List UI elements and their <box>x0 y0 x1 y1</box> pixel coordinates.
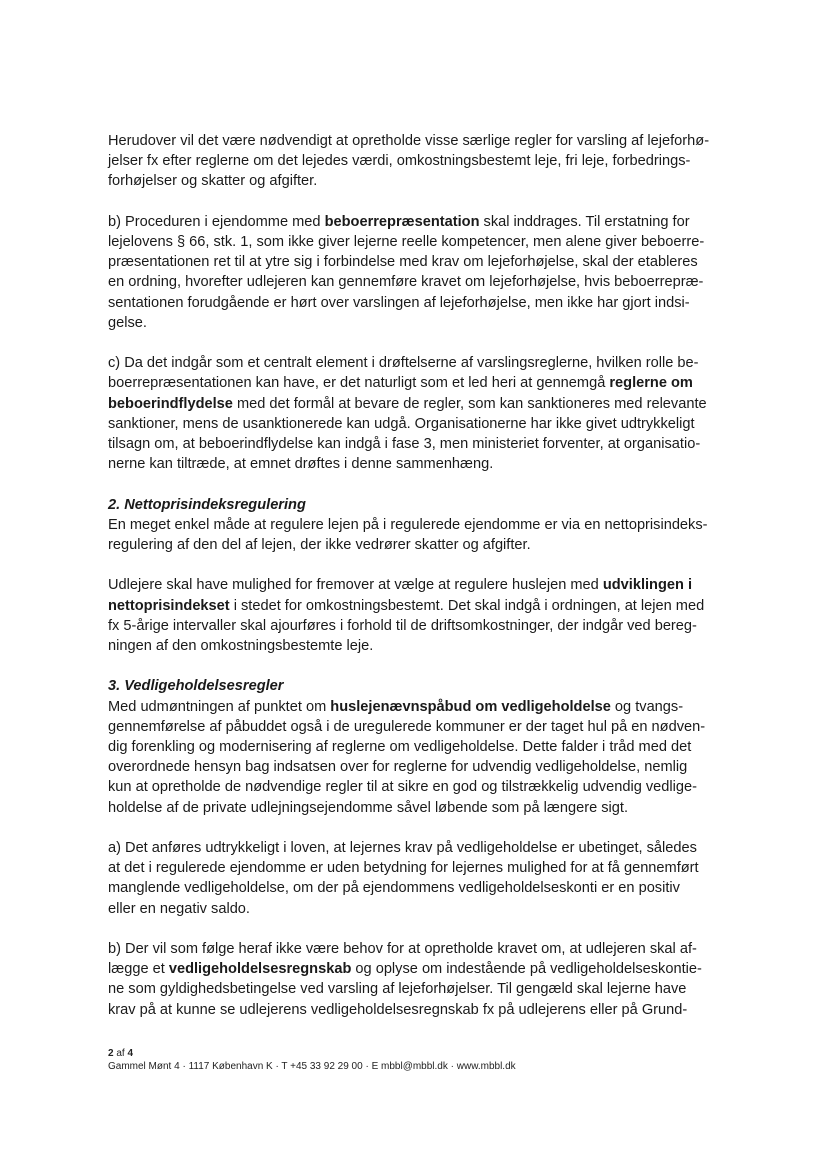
paragraph-a-krav <box>108 838 720 919</box>
text-line: manglende vedligeholdelse, om der på ejendommens vedligeholdelseskonti er en positiv <box>108 880 680 897</box>
bold-term: udviklingen i <box>602 577 693 594</box>
text-line: beboerindflydelse med det formål at bevare de regler, som kan sanktioneres med relevante <box>108 395 707 412</box>
text-line: sanktioner, mens de usanktionerede kan udgå. Organisationerne har ikke givet udtrykkeligt <box>108 415 695 432</box>
document-body <box>108 131 720 1020</box>
paragraph-udlejere <box>108 575 720 656</box>
paragraph-vedligeholdelse <box>108 697 720 818</box>
paragraph-nettoprisindeks <box>108 515 720 555</box>
paragraph-b-beboerrepraesentation <box>108 212 720 333</box>
text-line: regulering af den del af lejen, der ikke vedrører skatter og afgifter. <box>108 537 531 554</box>
footer-address: Gammel Mønt 4 · 1117 København K · T +45 33 92 29 00 · E mbbl@mbbl.dk · www.mbbl.dk <box>108 1061 516 1072</box>
text-line: kun at opretholde de nødvendige regler til at sikre en god og tilstrækkelig udvendig vedlige- <box>108 779 697 796</box>
text-line: gennemførelse af påbuddet også i de uregulerede kommuner er der taget hul på en nødven- <box>108 718 706 735</box>
bold-term: beboerindflydelse <box>108 395 233 412</box>
bold-term: beboerrepræsentation <box>324 213 480 230</box>
text-line: lejelovens § 66, stk. 1, som ikke giver lejerne reelle kompetencer, men alene giver beboerre- <box>108 234 705 250</box>
paragraph-c-beboerindflydelse <box>108 353 720 474</box>
text-line: a) Det anføres udtrykkeligt i loven, at lejernes krav på vedligeholdelse er ubetinget, således <box>108 840 697 857</box>
text-line: Udlejere skal have mulighed for fremover at vælge at regulere huslejen med udviklingen i <box>108 577 693 594</box>
text-line: b) Proceduren i ejendomme med beboerrepræsentation skal inddrages. Til erstatning for <box>108 213 690 230</box>
text-line: eller en negativ saldo. <box>108 900 250 917</box>
section-heading-vedligeholdelse: 3. Vedligeholdelsesregler <box>108 678 284 695</box>
bold-term: reglerne om <box>609 375 693 392</box>
text-line: ningen af den omkostningsbestemte leje. <box>108 638 374 655</box>
page-footer <box>108 1047 516 1073</box>
section-heading-nettoprisindeks: 2. Nettoprisindeksregulering <box>108 496 306 513</box>
text-line: c) Da det indgår som et centralt element i drøftelserne af varslingsreglerne, hvilken rolle be- <box>108 355 699 372</box>
bold-term: huslejenævnspåbud om vedligeholdelse <box>330 698 611 715</box>
text-line: lægge et vedligeholdelsesregnskab og oplyse om indestående på vedligeholdelseskontie- <box>108 961 702 978</box>
text-line: præsentationen ret til at ytre sig i forbindelse med krav om lejeforhøjelse, skal der etableres <box>108 254 698 271</box>
bold-term: nettoprisindekset <box>108 597 230 614</box>
text-line: jelser fx efter reglerne om det lejedes værdi, omkostningsbestemt leje, fri leje, forbedrings- <box>108 153 691 170</box>
text-line: b) Der vil som følge heraf ikke være behov for at opretholde kravet om, at udlejeren skal af- <box>108 941 697 958</box>
paragraph-intro <box>108 131 720 192</box>
text-line: tilsagn om, at beboerindflydelse kan indgå i fase 3, men ministeriet forventer, at organisatio- <box>108 436 701 453</box>
text-line: gelse. <box>108 314 147 331</box>
text-line: overordnede hensyn bag indsatsen over for reglerne for udvendig vedligeholdelse, nemlig <box>108 759 688 776</box>
text-line: En meget enkel måde at regulere lejen på i regulerede ejendomme er via en nettoprisindeks- <box>108 516 708 533</box>
text-line: Med udmøntningen af punktet om huslejenævnspåbud om vedligeholdelse og tvangs- <box>108 698 684 715</box>
text-line: dig forenkling og modernisering af reglerne om vedligeholdelse. Dette falder i tråd med det <box>108 739 692 756</box>
text-line: ne som gyldighedsbetingelse ved varsling af lejeforhøjelser. Til gengæld skal lejerne have <box>108 981 687 998</box>
text-line: nettoprisindekset i stedet for omkostningsbestemt. Det skal indgå i ordningen, at lejen med <box>108 597 705 614</box>
text-line: Herudover vil det være nødvendigt at opretholde visse særlige regler for varsling af lejeforhø- <box>108 133 710 149</box>
text-line: sentationen forudgående er hørt over varslingen af lejeforhøjelse, men ikke har gjort indsi- <box>108 294 690 311</box>
bold-term: vedligeholdelsesregnskab <box>168 961 352 978</box>
page-number: 2 af 4 <box>108 1048 134 1059</box>
text-line: at det i regulerede ejendomme er uden betydning for lejernes mulighed for at få gennemført <box>108 860 699 877</box>
text-line: forhøjelser og skatter og afgifter. <box>108 173 318 190</box>
text-line: holdelse af de private udlejningsejendomme såvel løbende som på længere sigt. <box>108 799 629 816</box>
text-line: nerne kan tiltræde, at emnet drøftes i denne sammenhæng. <box>108 456 494 473</box>
text-line: fx 5-årige intervaller skal ajourføres i forhold til de driftsomkostninger, der indgår ved bereg- <box>108 617 697 634</box>
text-line: krav på at kunne se udlejerens vedligeholdelsesregnskab fx på udlejerens eller på Grund- <box>108 1001 688 1018</box>
paragraph-b-regnskab <box>108 939 720 1020</box>
text-line: en ordning, hvorefter udlejeren kan gennemføre kravet om lejeforhøjelse, hvis beboerrepræ- <box>108 274 704 291</box>
text-line: boerrepræsentationen kan have, er det naturligt som et led heri at gennemgå reglerne om <box>108 375 693 392</box>
